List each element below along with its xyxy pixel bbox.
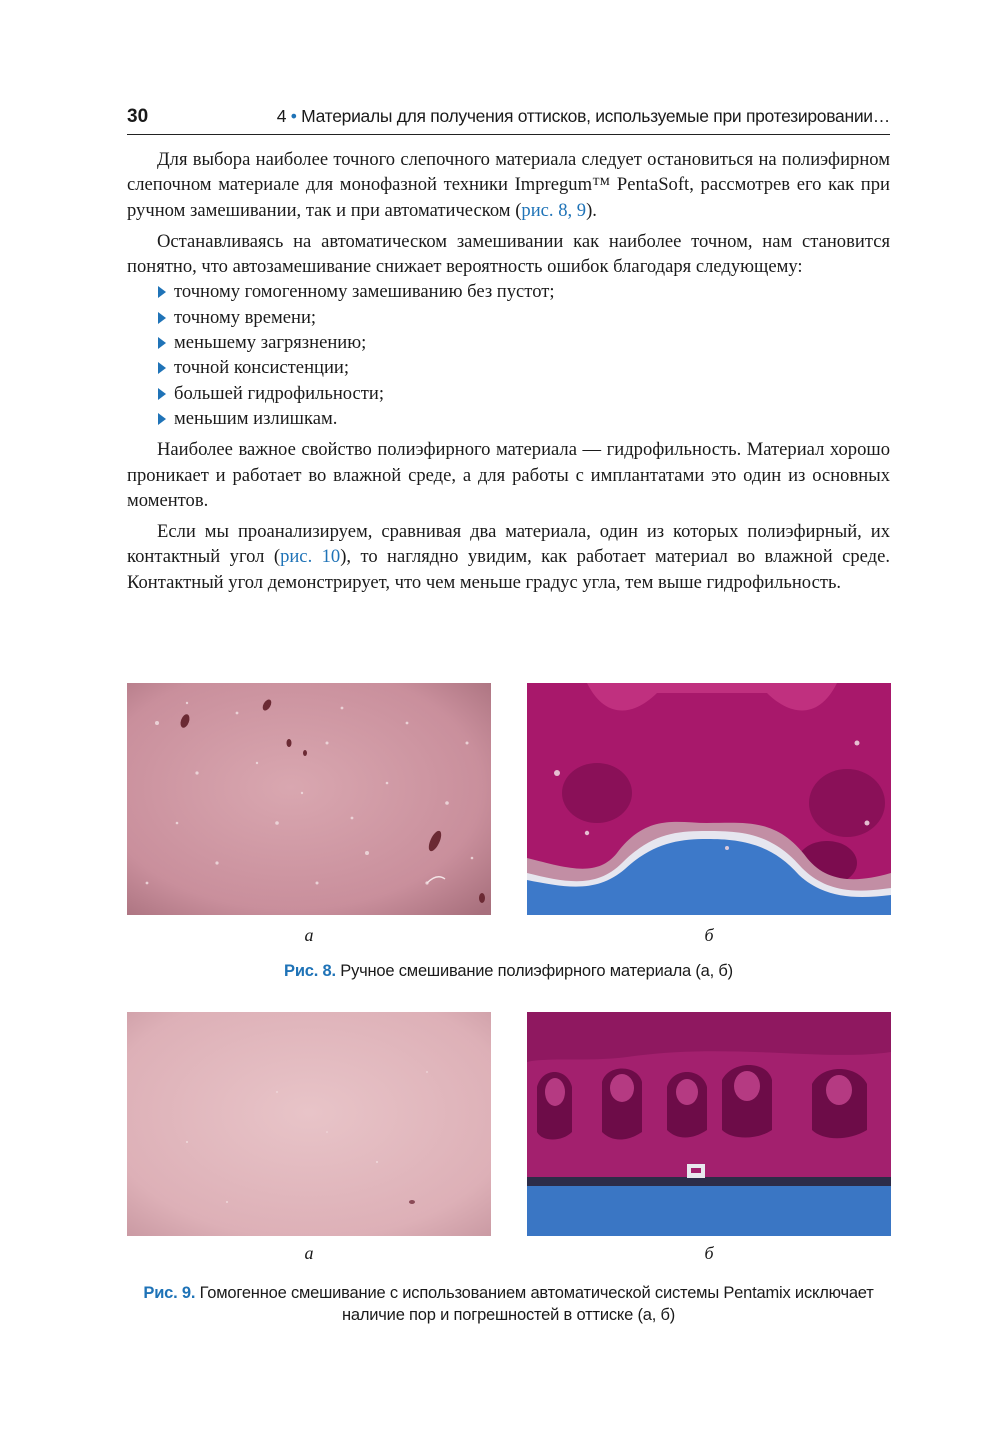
list-item <box>157 355 890 380</box>
figure-9-caption-label: Рис. 9. <box>143 1284 196 1302</box>
bullet-dot-icon: • <box>290 106 297 126</box>
list-item-text: меньшим излишкам. <box>174 407 338 429</box>
paragraph-2: Останавливаясь на автоматическом замешивании как наиболее точном, нам становится понятно, что автозамешивание снижает вероятность ошибок благодаря следующему: <box>127 230 890 278</box>
running-title <box>277 106 890 127</box>
paragraph-4-text: Если мы проанализируем, сравнивая два материала, один из которых полиэфирный, их контактный угол ( <box>127 521 890 568</box>
triangle-bullet-icon <box>158 413 166 425</box>
paragraph-3: Наиболее важное свойство полиэфирного материала — гидрофильность. Материал хорошо проникает и работает во влажной среде, а для работы с имплантатами это один из основных моментов. <box>127 439 890 511</box>
figure-8a-label: а <box>304 925 314 945</box>
figure-9b-photo <box>527 1012 891 1236</box>
list-item-text: точному времени; <box>174 306 317 328</box>
page-number: 30 <box>127 106 149 127</box>
figure-8b-photo <box>527 683 891 915</box>
paragraph-1 <box>127 147 890 223</box>
list-item <box>157 279 890 304</box>
figure-ref-10[interactable]: рис. 10 <box>280 546 341 568</box>
paragraph-1-end: ). <box>586 199 597 221</box>
figure-9-caption-text: Гомогенное смешивание с использованием автоматической системы Pentamix исключает наличие пор и погрешностей в оттиске (а, б) <box>195 1284 874 1324</box>
figure-9b-label: б <box>704 1243 714 1263</box>
triangle-bullet-icon <box>158 337 166 349</box>
figure-9-caption <box>127 1282 890 1326</box>
figure-8b-label: б <box>704 925 714 945</box>
figure-8-caption-label: Рис. 8. <box>284 962 336 980</box>
paragraph-4-end: ), то наглядно увидим, как работает материал во влажной среде. Контактный угол демонстрирует, что чем меньше градус угла, тем выше гидрофильность. <box>127 546 890 593</box>
figure-9a-label: а <box>304 1243 314 1263</box>
triangle-bullet-icon <box>158 362 166 374</box>
list-item-text: точной консистенции; <box>174 357 350 379</box>
triangle-bullet-icon <box>158 388 166 400</box>
list-item <box>157 406 890 431</box>
paragraph-4 <box>127 519 890 595</box>
figure-8-caption-text: Ручное смешивание полиэфирного материала (а, б) <box>335 962 733 980</box>
figure-8a-photo <box>127 683 491 915</box>
figure-8-caption <box>127 960 890 982</box>
list-item <box>157 305 890 330</box>
running-header <box>127 104 890 135</box>
list-item <box>157 381 890 406</box>
list-item-text: меньшему загрязнению; <box>174 332 367 354</box>
triangle-bullet-icon <box>158 312 166 324</box>
paragraph-1-text: Для выбора наиболее точного слепочного материала следует остановиться на полиэфирном слепочном материале для монофазной техники Impregum™ PentaSoft, рассмотрев его как при ручном замешивании, так и при автоматическом ( <box>127 149 890 221</box>
list-item <box>157 330 890 355</box>
chapter-title: Материалы для получения оттисков, используемые при протезировании… <box>301 106 890 126</box>
chapter-number: 4 <box>276 106 287 126</box>
figure-9a-photo <box>127 1012 491 1236</box>
advantages-list <box>127 279 890 431</box>
triangle-bullet-icon <box>158 286 166 298</box>
body-text <box>127 147 890 601</box>
list-item-text: точному гомогенному замешиванию без пустот; <box>174 281 555 303</box>
figure-ref-8-9[interactable]: рис. 8, 9 <box>521 199 587 221</box>
list-item-text: большей гидрофильности; <box>174 382 385 404</box>
